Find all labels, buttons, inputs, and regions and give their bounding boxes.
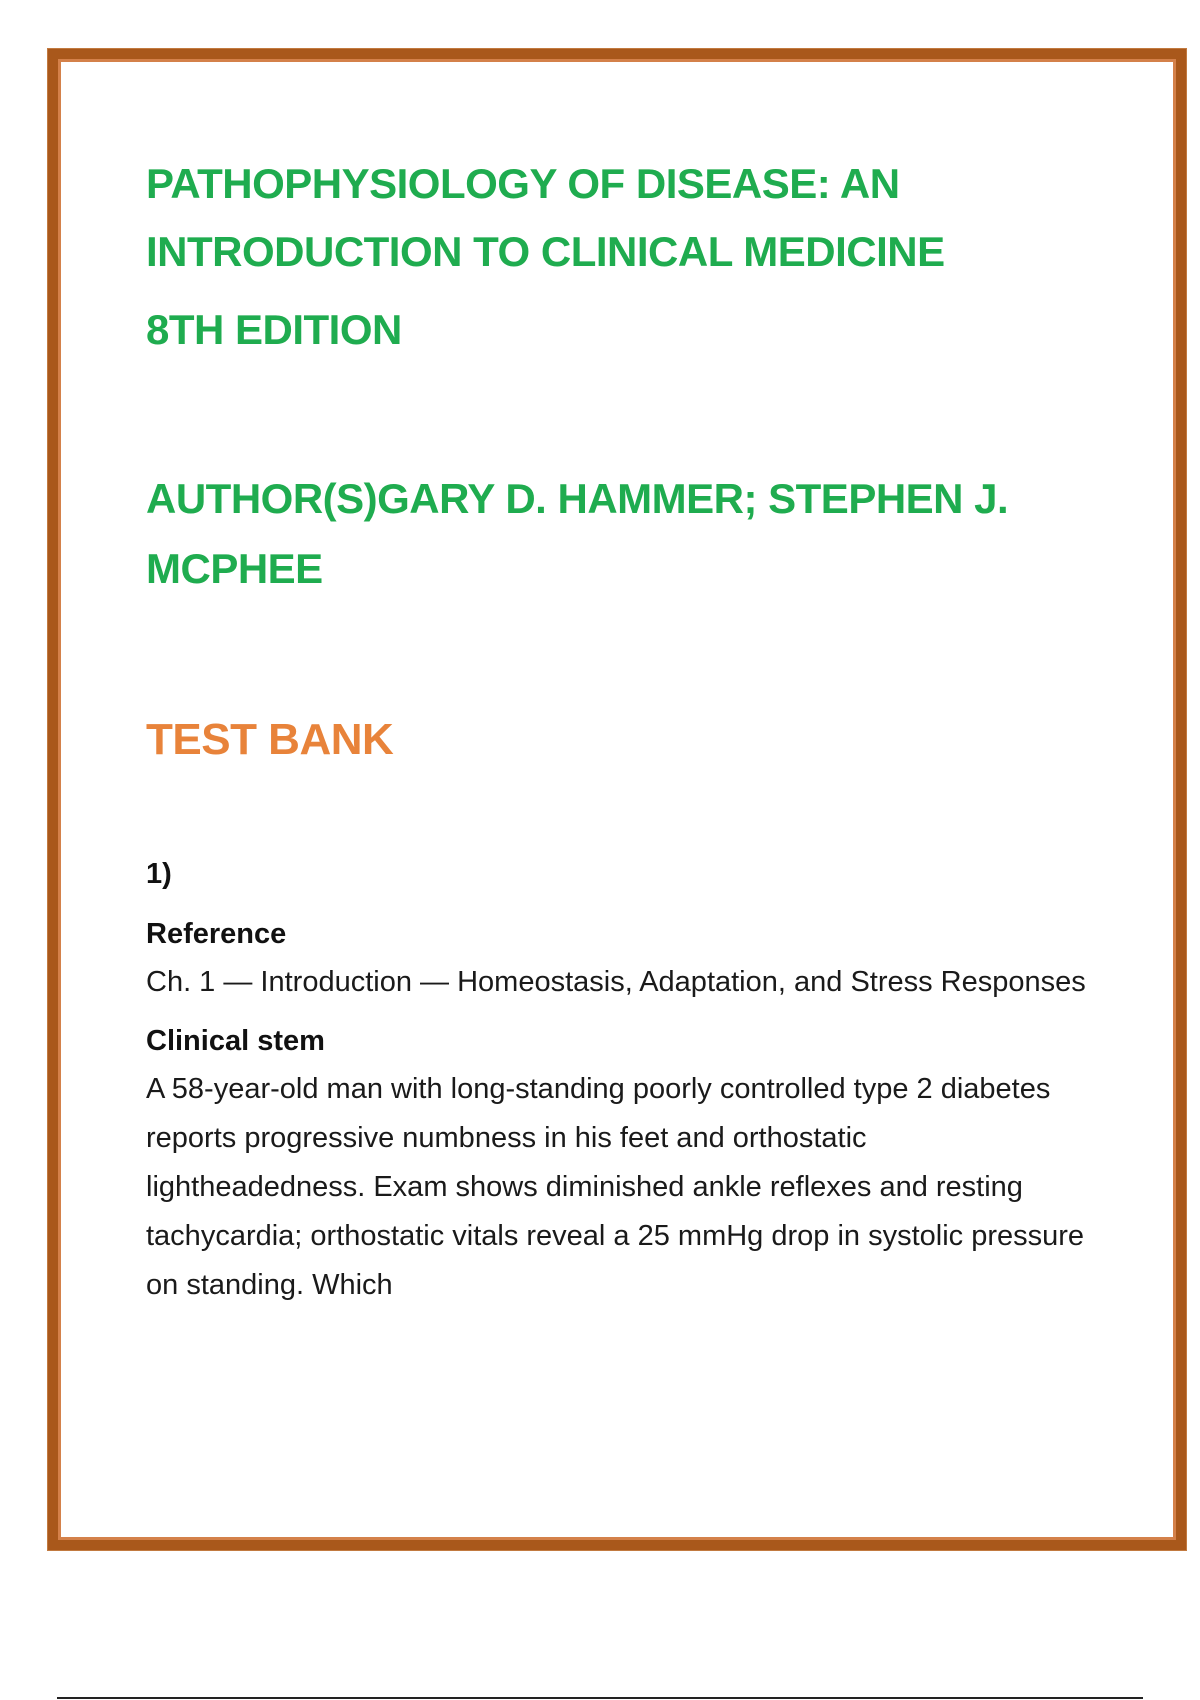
clinical-stem-label: Clinical stem <box>146 1025 325 1057</box>
document-content <box>146 150 1086 1310</box>
authors-line-1: AUTHOR(S)GARY D. HAMMER; STEPHEN J. <box>146 475 1009 522</box>
book-title-line-1: PATHOPHYSIOLOGY OF DISEASE: AN <box>146 160 900 207</box>
clinical-stem-text: A 58-year-old man with long-standing poorly controlled type 2 diabetes reports progressive numbness in his feet and orthostatic lightheadedness. Exam shows diminished ankle reflexes and resting tachycardia; orthostatic vitals reveal a 25 mmHg drop in systolic pressure on standing. Which <box>146 1073 1085 1301</box>
section-heading: TEST BANK <box>146 715 394 764</box>
book-title-line-2: INTRODUCTION TO CLINICAL MEDICINE <box>146 228 945 275</box>
book-authors <box>146 464 1086 604</box>
reference-text: Ch. 1 — Introduction — Homeostasis, Adaptation, and Stress Responses <box>146 966 1086 998</box>
authors-line-2: MCPHEE <box>146 545 323 592</box>
reference-label: Reference <box>146 918 287 950</box>
book-title <box>146 150 1086 286</box>
question-block <box>146 854 1086 1310</box>
page-bottom-rule <box>57 1697 1143 1699</box>
question-number: 1) <box>146 858 172 890</box>
book-edition: 8TH EDITION <box>146 306 402 353</box>
